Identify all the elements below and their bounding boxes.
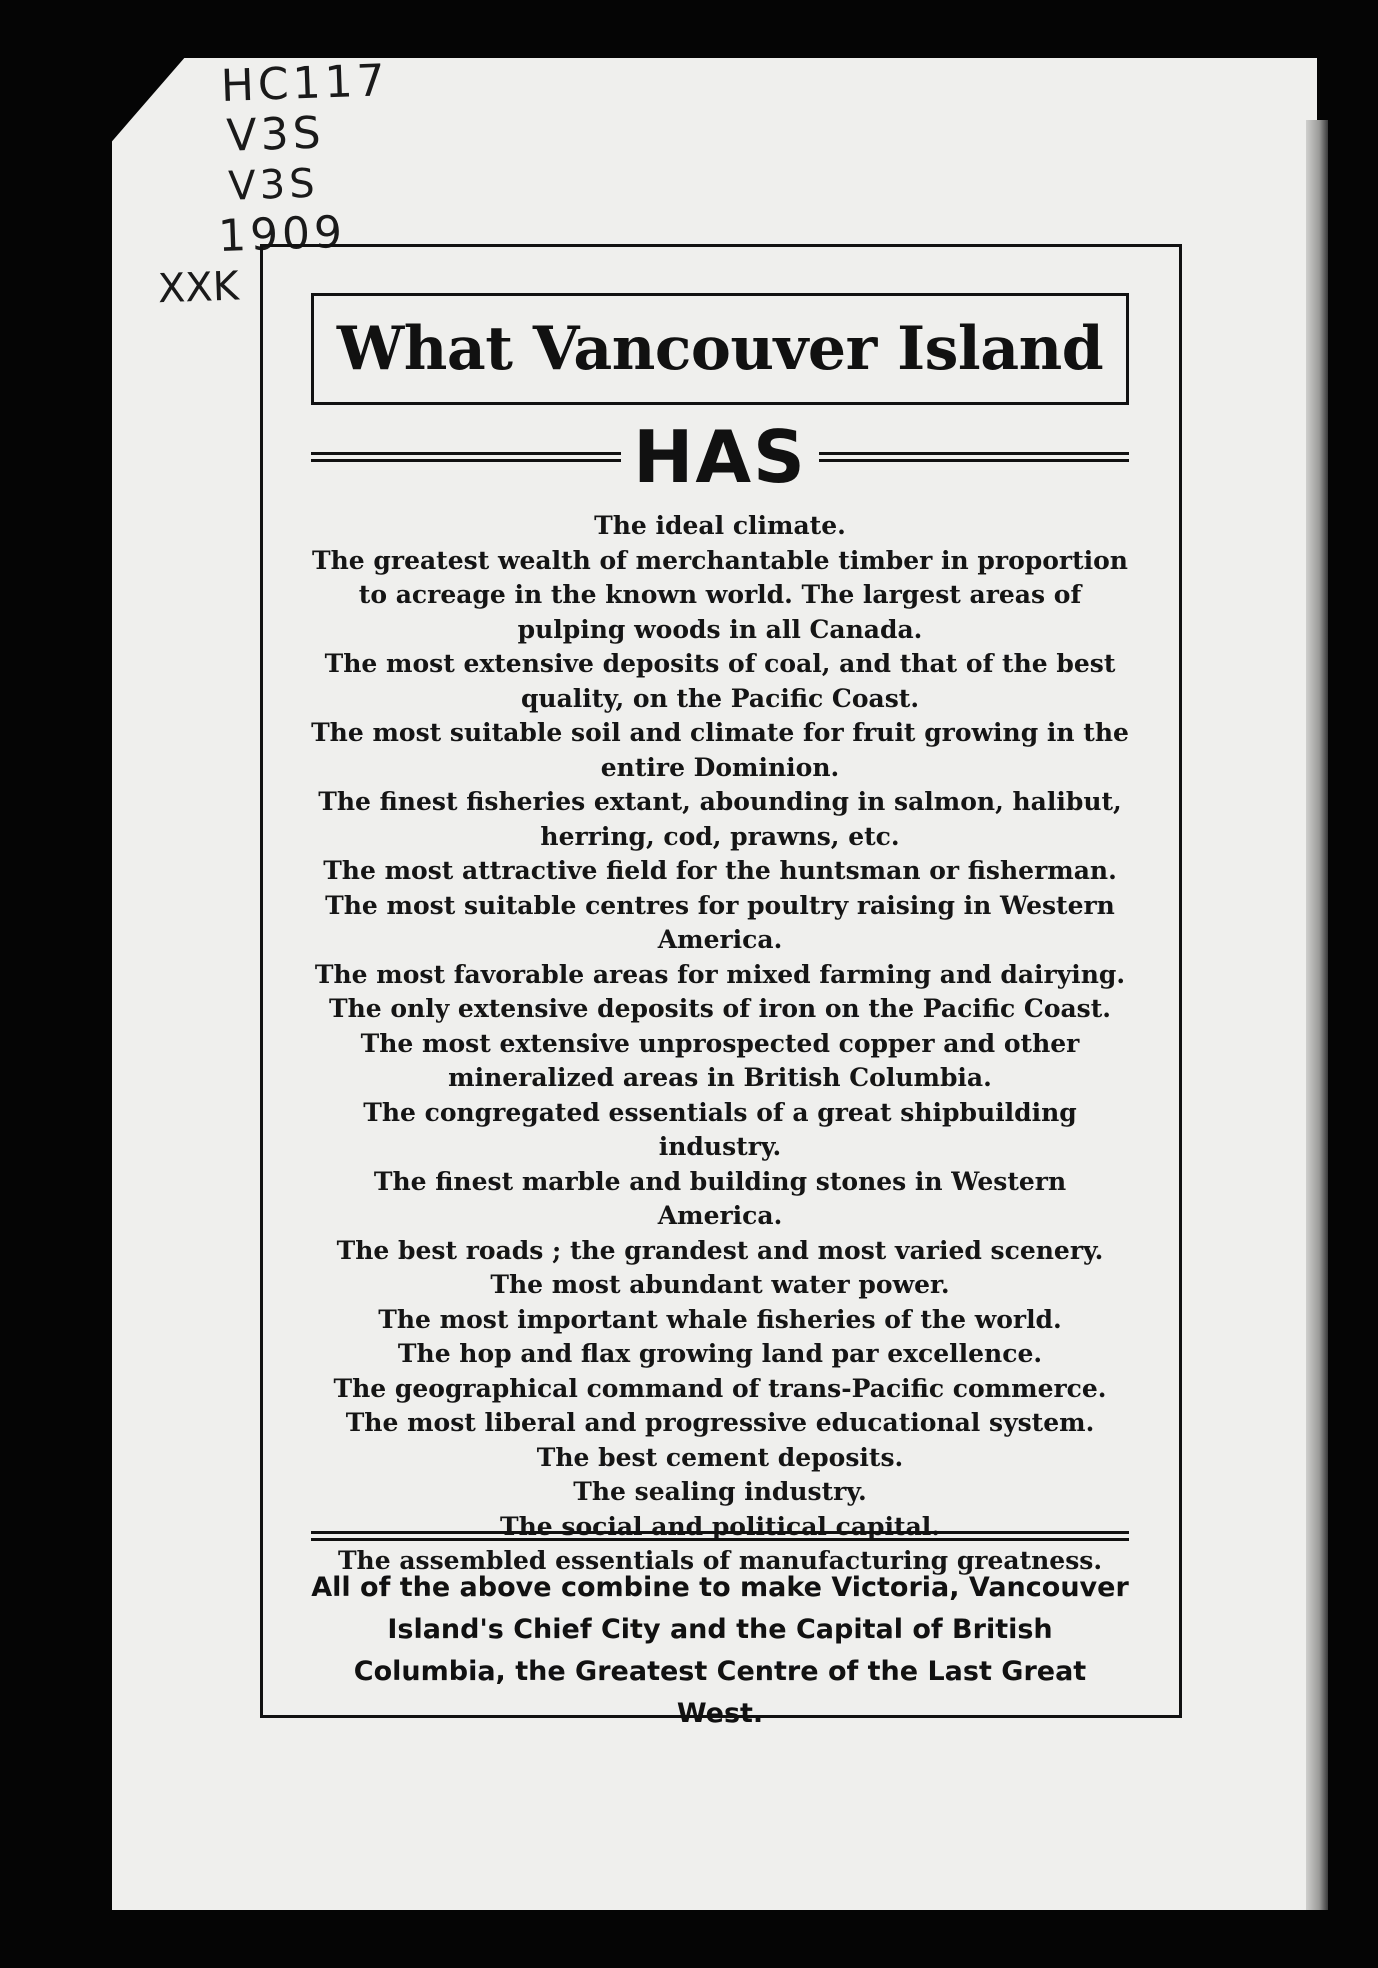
- list-item: The ideal climate.: [594, 511, 846, 540]
- list-item: The assembled essentials of manufacturing greatness.: [337, 1546, 1103, 1575]
- list-item: The sealing industry.: [573, 1477, 867, 1506]
- list-item: The best roads ; the grandest and most varied scenery.: [336, 1235, 1104, 1265]
- page-title: What Vancouver Island: [336, 314, 1104, 384]
- feature-list: [311, 509, 1129, 1579]
- page-edge-shadow: [1306, 120, 1328, 1910]
- catalog-mark-line: V3S: [225, 107, 326, 162]
- list-item: The most suitable centres for poultry raising in Western America.: [325, 890, 1115, 954]
- list-item: The congregated essentials of a great shipbuilding industry.: [363, 1097, 1077, 1161]
- catalog-mark-line: HC117: [219, 55, 390, 112]
- catalog-mark-line: 1909: [217, 206, 347, 263]
- list-item: The hop and flax growing land par excellence.: [397, 1339, 1043, 1368]
- list-item: The finest fisheries extant, abounding in salmon, halibut, herring, cod, prawns, etc.: [318, 787, 1122, 851]
- divider-right: [819, 452, 1129, 462]
- divider-bottom: [311, 1531, 1129, 1541]
- list-item: The most attractive field for the huntsman or fisherman.: [323, 856, 1117, 885]
- list-item: The finest marble and building stones in Western America.: [373, 1166, 1067, 1230]
- list-item: The best cement deposits.: [536, 1442, 904, 1472]
- catalog-mark-line: XXK: [157, 263, 240, 313]
- list-item: The most extensive unprospected copper and other mineralized areas in British Columbia.: [360, 1028, 1080, 1092]
- has-heading-row: [311, 411, 1129, 503]
- list-item: The most suitable soil and climate for fruit growing in the entire Dominion.: [311, 718, 1129, 782]
- list-item: The social and political capital.: [500, 1511, 940, 1541]
- catalog-mark-line: V3S: [227, 160, 320, 210]
- list-item: The most favorable areas for mixed farming and dairying.: [314, 959, 1126, 989]
- list-item: The most abundant water power.: [490, 1270, 950, 1299]
- content-frame: [260, 244, 1182, 1729]
- list-item: The geographical command of trans-Pacific commerce.: [333, 1373, 1107, 1403]
- title-box: [311, 293, 1129, 405]
- list-item: The only extensive deposits of iron on the Pacific Coast.: [328, 994, 1112, 1023]
- list-item: The greatest wealth of merchantable timber in proportion to acreage in the known world. The largest areas of pulping woods in all Canada.: [312, 545, 1128, 644]
- has-heading: HAS: [633, 415, 807, 499]
- divider-left: [311, 452, 621, 462]
- closing-statement: All of the above combine to make Victoria, Vancouver Island's Chief City and the Capital of British Columbia, the Greatest Centre of the Last Great West.: [311, 1572, 1129, 1729]
- list-item: The most extensive deposits of coal, and that of the best quality, on the Pacific Coast.: [324, 649, 1116, 713]
- list-item: The most important whale fisheries of the world.: [378, 1304, 1062, 1334]
- list-item: The most liberal and progressive educational system.: [345, 1408, 1095, 1437]
